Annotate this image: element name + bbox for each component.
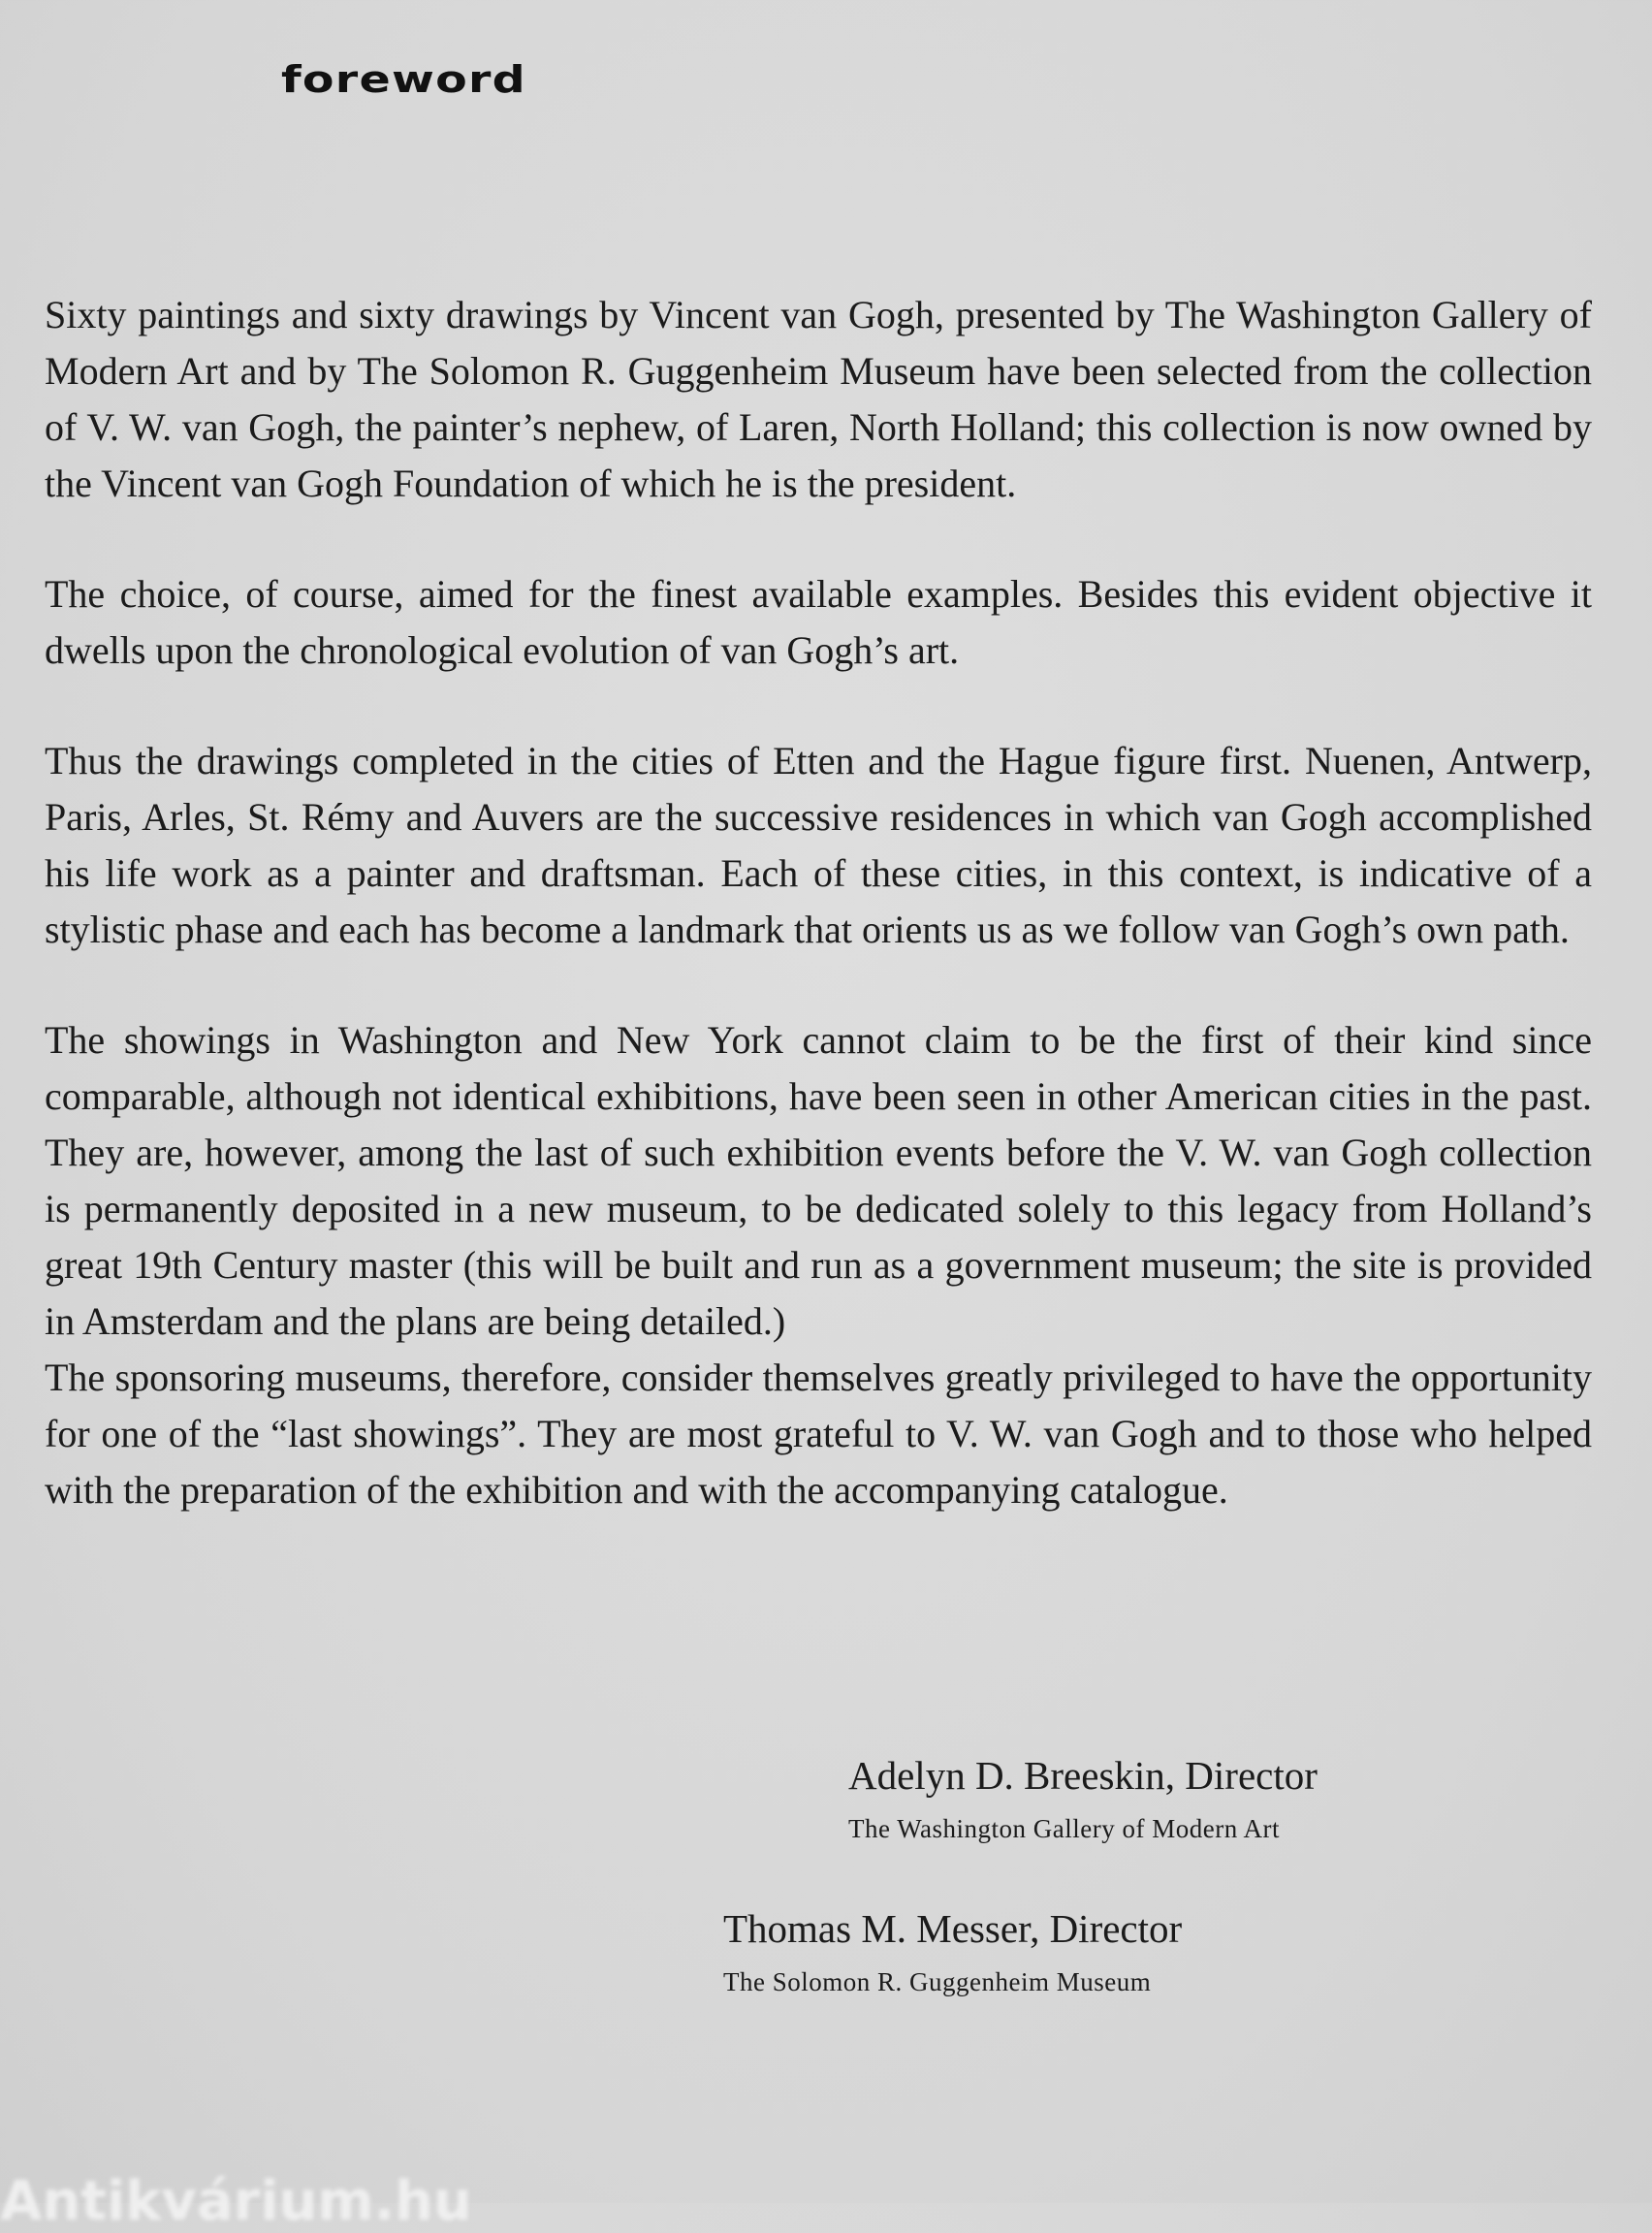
paragraph: The choice, of course, aimed for the finest available examples. Besides this evident objective it dwells upon the chronological evolution of van Gogh’s art. bbox=[45, 572, 1592, 672]
watermark: Antikvárium.hu bbox=[0, 2170, 472, 2233]
signatory-organization: The Washington Gallery of Modern Art bbox=[848, 1814, 1280, 1843]
signatory-organization: The Solomon R. Guggenheim Museum bbox=[723, 1967, 1152, 1996]
signatory-name: Adelyn D. Breeskin, Director bbox=[848, 1753, 1318, 1798]
foreword-body bbox=[45, 287, 1592, 1573]
signature-block bbox=[848, 1751, 1318, 1848]
paragraph: The sponsoring museums, therefore, consider themselves greatly privileged to have the opportunity for one of the “last showings”. They are most grateful to V. W. van Gogh and to those who helped with the preparation of the exhibition and with the accompanying catalogue. bbox=[45, 1356, 1592, 1512]
paragraph: Thus the drawings completed in the cities of Etten and the Hague figure first. Nuenen, Antwerp, Paris, Arles, St. Rémy and Auvers are the successive residences in which van Gogh accomplished his life work as a painter and draftsman. Each of these cities, in this context, is indicative of a stylistic phase and each has become a landmark that orients us as we follow van Gogh’s own path. bbox=[45, 739, 1592, 951]
signature-block bbox=[723, 1904, 1182, 2001]
page-heading: foreword bbox=[281, 58, 526, 101]
paragraph: Sixty paintings and sixty drawings by Vincent van Gogh, presented by The Washington Gallery of Modern Art and by The Solomon R. Guggenheim Museum have been selected from the collection of V. W. van Gogh, the painter’s nephew, of Laren, North Holland; this collection is now owned by the Vincent van Gogh Foundation of which he is the president. bbox=[45, 293, 1592, 505]
paragraph: The showings in Washington and New York cannot claim to be the first of their kind since comparable, although not identical exhibitions, have been seen in other American cities in the past. They are, however, among the last of such exhibition events before the V. W. van Gogh collection is permanently deposited in a new museum, to be dedicated solely to this legacy from Holland’s great 19th Century master (this will be built and run as a government museum; the site is provided in Amsterdam and the plans are being detailed.) bbox=[45, 1018, 1592, 1343]
signatory-name: Thomas M. Messer, Director bbox=[723, 1906, 1183, 1951]
